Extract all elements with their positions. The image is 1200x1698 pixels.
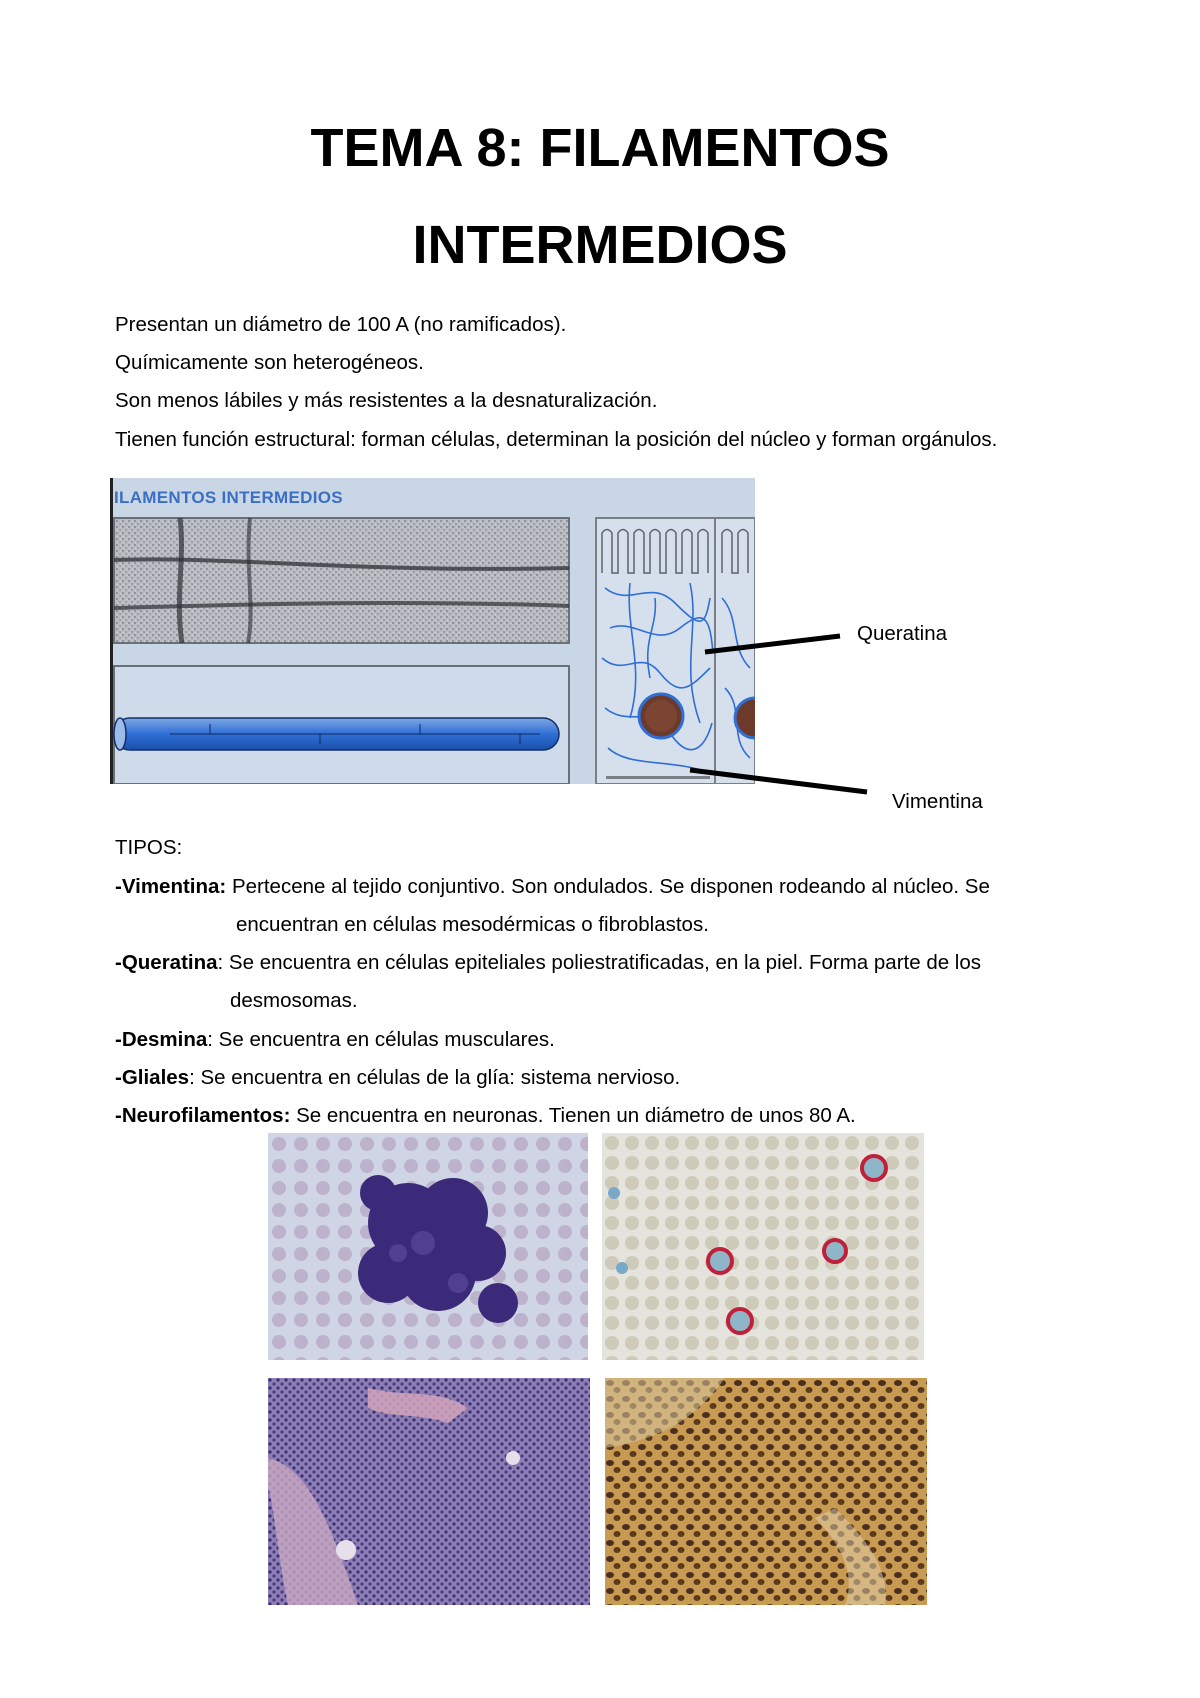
micrograph-2-image xyxy=(602,1133,924,1360)
tipo-neurofilamentos-term: -Neurofilamentos: xyxy=(115,1104,291,1127)
intro-line-1: Presentan un diámetro de 100 A (no ramificados). xyxy=(115,313,567,336)
micrograph-1 xyxy=(268,1133,588,1360)
micrograph-4 xyxy=(605,1378,927,1605)
tipo-queratina xyxy=(115,951,981,975)
tipo-queratina-term: -Queratina xyxy=(115,951,218,974)
tipo-neurofilamentos-text: Se encuentra en neuronas. Tienen un diámetro de unos 80 A. xyxy=(290,1104,856,1127)
tipo-vimentina-text: Pertecene al tejido conjuntivo. Son ondulados. Se disponen rodeando al núcleo. Se xyxy=(226,875,990,898)
tipo-vimentina xyxy=(115,875,990,899)
vimentina-pointer xyxy=(690,770,867,792)
tipo-vimentina-cont: encuentran en células mesodérmicas o fibroblastos. xyxy=(236,913,709,936)
page-title-line1: TEMA 8: FILAMENTOS xyxy=(310,118,890,178)
figure-banner-title: ILAMENTOS INTERMEDIOS xyxy=(114,488,343,507)
micrograph-3 xyxy=(268,1378,590,1605)
vimentina-callout: Vimentina xyxy=(892,790,983,813)
micrograph-2 xyxy=(602,1133,924,1360)
tipo-desmina-text: : Se encuentra en células musculares. xyxy=(207,1028,555,1051)
tipo-gliales-text: : Se encuentra en células de la glía: sistema nervioso. xyxy=(189,1066,681,1089)
tipo-queratina-cont: desmosomas. xyxy=(230,989,358,1012)
micrograph-1-image xyxy=(268,1133,588,1360)
tipo-neurofilamentos xyxy=(115,1104,856,1128)
tipos-heading: TIPOS: xyxy=(115,836,183,859)
queratina-callout: Queratina xyxy=(857,622,948,645)
tipo-gliales xyxy=(115,1066,680,1090)
tipo-queratina-text: : Se encuentra en células epiteliales poliestratificadas, en la piel. Forma parte de los xyxy=(217,951,982,974)
queratina-pointer xyxy=(705,636,840,652)
tipo-desmina-term: -Desmina xyxy=(115,1028,208,1051)
tipo-gliales-term: -Gliales xyxy=(115,1066,190,1089)
intro-line-4: Tienen función estructural: forman células, determinan la posición del núcleo y forman orgánulos. xyxy=(115,428,998,451)
tipo-vimentina-term: -Vimentina: xyxy=(115,875,227,898)
tipo-desmina xyxy=(115,1028,555,1052)
micrograph-4-image xyxy=(605,1378,927,1605)
page-title-line2: INTERMEDIOS xyxy=(412,215,788,275)
intro-line-2: Químicamente son heterogéneos. xyxy=(115,351,424,374)
micrograph-3-image xyxy=(268,1378,590,1605)
intro-line-3: Son menos lábiles y más resistentes a la desnaturalización. xyxy=(115,389,658,412)
